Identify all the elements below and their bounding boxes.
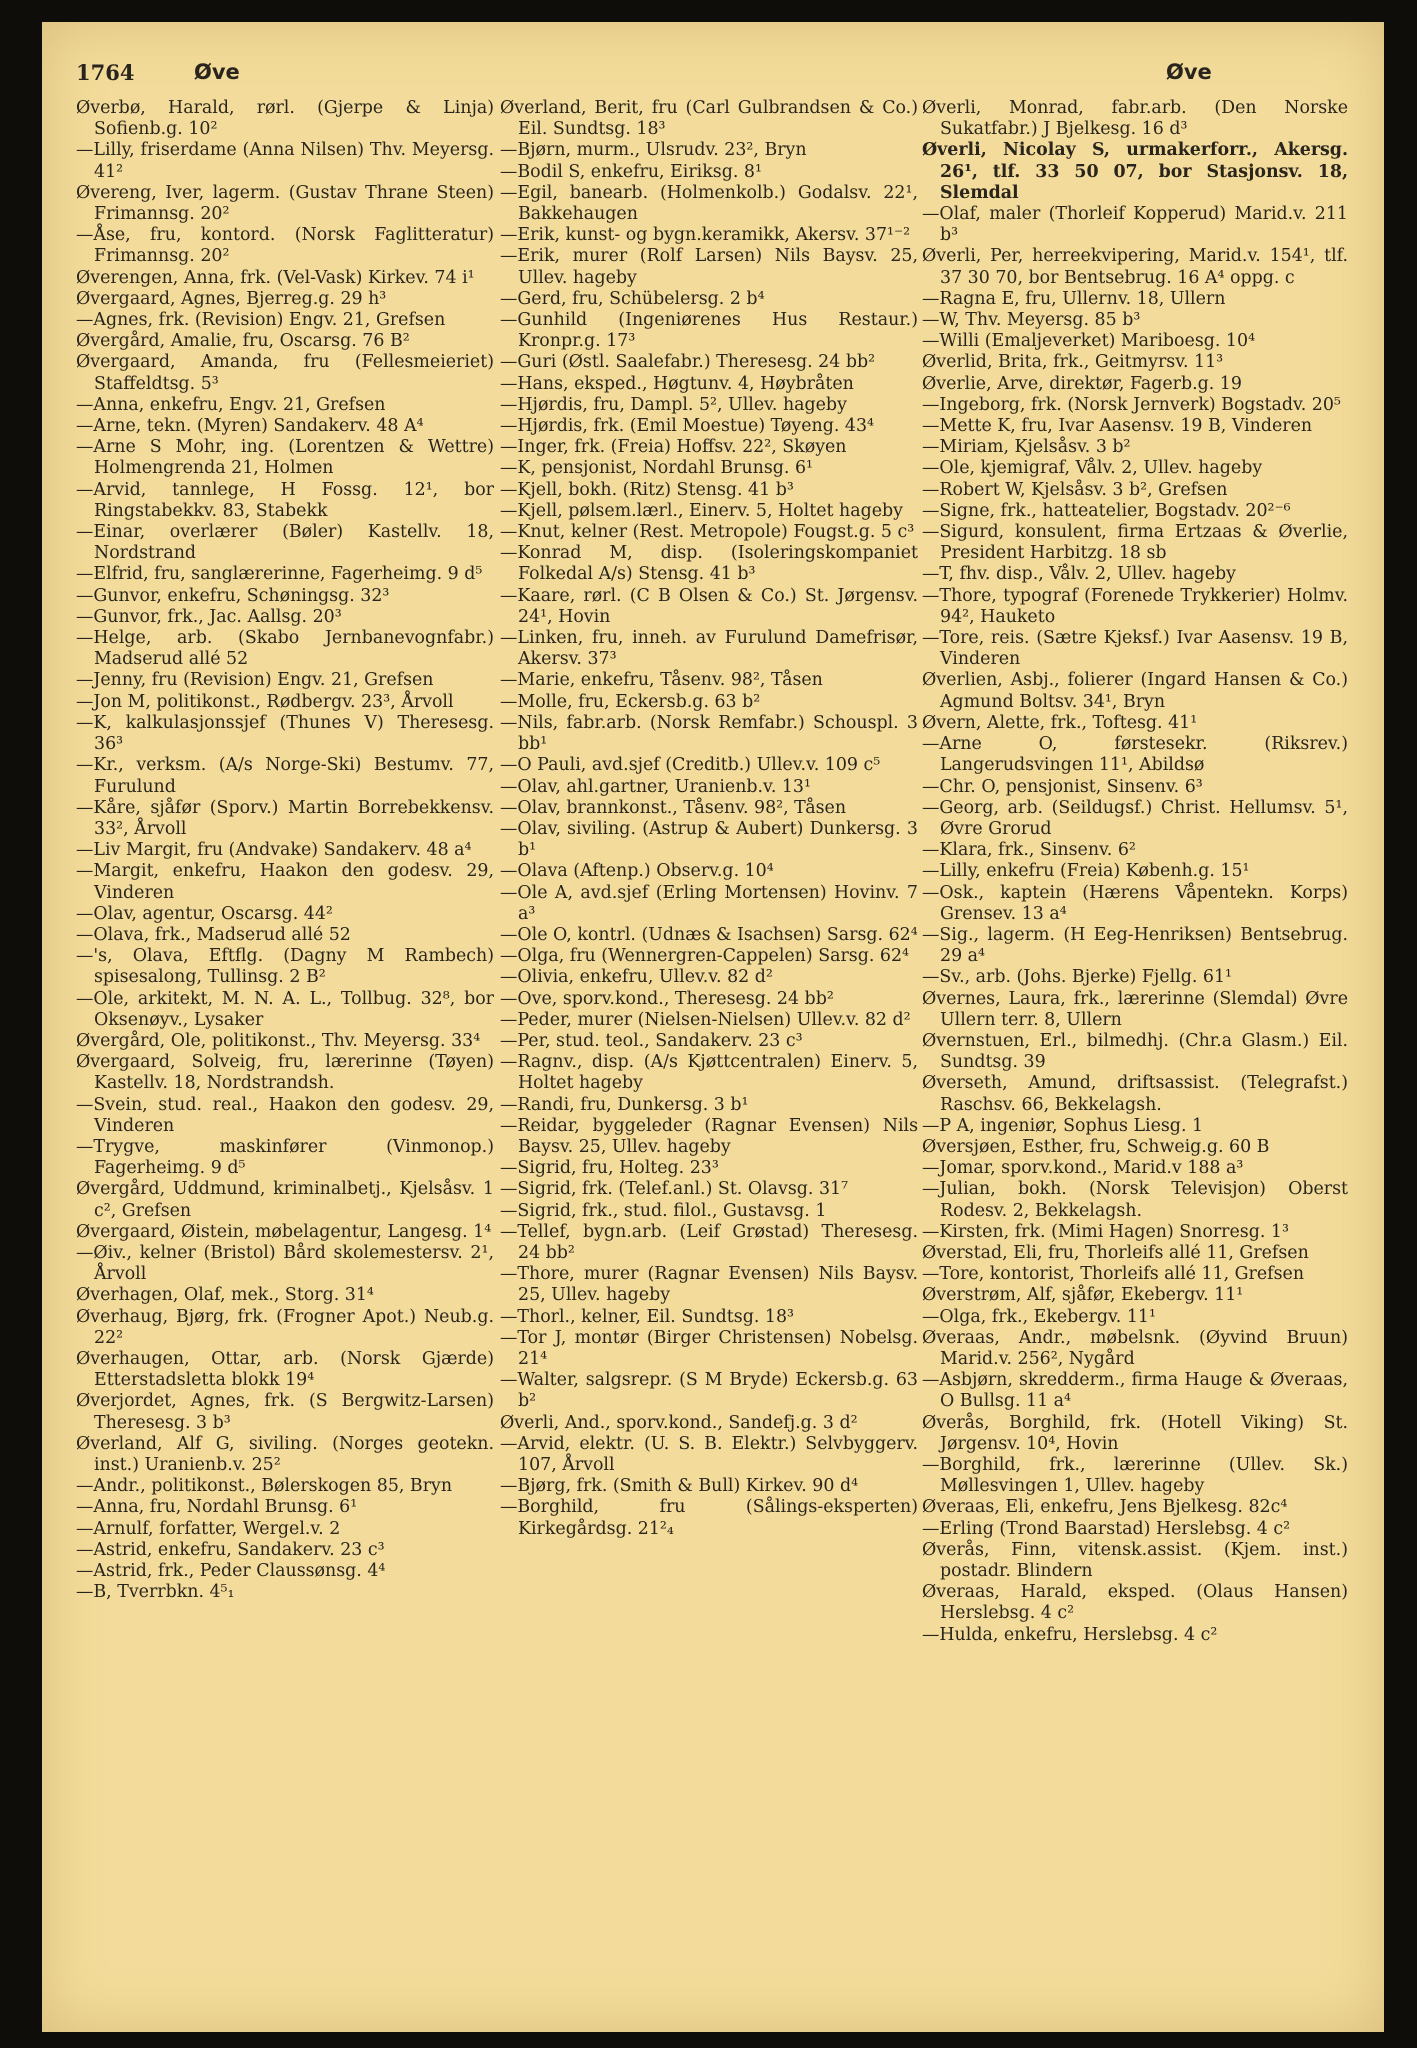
directory-entry: —Bodil S, enkefru, Eiriksg. 8¹ bbox=[500, 161, 762, 182]
directory-entry: —Tore, reis. (Sætre Kjeksf.) Ivar Aasensv. 19 B, Vinderen bbox=[922, 628, 1348, 670]
directory-entry: —Jenny, fru (Revision) Engv. 21, Grefsen bbox=[76, 670, 434, 691]
directory-entry: Øverbø, Harald, rørl. (Gjerpe & Linja) Sofienb.g. 10² bbox=[76, 98, 494, 140]
directory-entry: —Helge, arb. (Skabo Jernbanevognfabr.) Madserud allé 52 bbox=[76, 628, 494, 670]
directory-entry: Øverli, And., sporv.kond., Sandefj.g. 3 d² bbox=[500, 1412, 858, 1433]
directory-entry: —Olaf, maler (Thorleif Kopperud) Marid.v. 211 b³ bbox=[922, 204, 1348, 246]
directory-entry: Øverseth, Amund, driftsassist. (Telegrafst.) Raschsv. 66, Bekkelagsh. bbox=[922, 1073, 1348, 1115]
directory-entry: —Øiv., kelner (Bristol) Bård skolemestersv. 2¹, Årvoll bbox=[76, 1242, 494, 1285]
directory-entry: Øvergaard, Amanda, fru (Fellesmeieriet) Staffeldtsg. 5³ bbox=[76, 352, 494, 394]
directory-entry: —Kåre, sjåfør (Sporv.) Martin Borrebekkensv. 33², Årvoll bbox=[76, 797, 494, 839]
directory-entry: Øverli, Per, herreekvipering, Marid.v. 154¹, tlf. 37 30 70, bor Bentsebrug. 16 A⁴ oppg. c bbox=[922, 246, 1348, 288]
directory-entry: —Gunvor, enkefru, Schøningsg. 32³ bbox=[76, 585, 390, 606]
page-number: 1764 bbox=[76, 60, 135, 85]
directory-entry: —Julian, bokh. (Norsk Televisjon) Oberst Rodesv. 2, Bekkelagsh. bbox=[922, 1179, 1348, 1221]
directory-entry: Øvergaard, Solveig, fru, lærerinne (Tøyen) Kastellv. 18, Nordstrandsh. bbox=[76, 1052, 494, 1094]
directory-entry: —Anna, fru, Nordahl Brunsg. 6¹ bbox=[76, 1497, 358, 1518]
directory-entry: —Ove, sporv.kond., Theresesg. 24 bb² bbox=[500, 988, 834, 1009]
directory-entry: —Einar, overlærer (Bøler) Kastellv. 18, Nordstrand bbox=[76, 522, 494, 564]
directory-entry: —Ole O, kontrl. (Udnæs & Isachsen) Sarsg. 62⁴ bbox=[500, 924, 918, 945]
directory-entry: —Arne O, førstesekr. (Riksrev.) Langerudsvingen 11¹, Abildsø bbox=[922, 734, 1348, 776]
directory-entry: Øverlien, Asbj., folierer (Ingard Hansen & Co.) Agmund Boltsv. 34¹, Bryn bbox=[922, 670, 1348, 712]
directory-entry: Øvergård, Amalie, fru, Oscarsg. 76 B² bbox=[76, 331, 410, 352]
directory-entry: Øvergaard, Øistein, møbelagentur, Langesg. 1⁴ bbox=[76, 1221, 492, 1242]
directory-entry: —Chr. O, pensjonist, Sinsenv. 6³ bbox=[922, 776, 1203, 797]
directory-entry: —Mette K, fru, Ivar Aasensv. 19 B, Vinderen bbox=[922, 416, 1313, 437]
directory-entry: Øverland, Alf G, siviling. (Norges geotekn. inst.) Uranienb.v. 25² bbox=[76, 1433, 494, 1475]
column-3 bbox=[922, 98, 1348, 2012]
directory-entry: Øvergård, Uddmund, kriminalbetj., Kjelsåsv. 1 c², Grefsen bbox=[76, 1179, 494, 1221]
directory-entry: —Andr., politikonst., Bølerskogen 85, Bryn bbox=[76, 1476, 453, 1497]
directory-entry: —Astrid, frk., Peder Claussønsg. 4⁴ bbox=[76, 1561, 386, 1582]
directory-entry: —Kirsten, frk. (Mimi Hagen) Snorresg. 1³ bbox=[922, 1221, 1289, 1242]
directory-entry: —Hjørdis, frk. (Emil Moestue) Tøyeng. 43⁴ bbox=[500, 416, 874, 437]
directory-entry: —Olav, brannkonst., Tåsenv. 98², Tåsen bbox=[500, 797, 847, 818]
directory-entry: —Marie, enkefru, Tåsenv. 98², Tåsen bbox=[500, 670, 823, 691]
directory-entry: —Ole, kjemigraf, Vålv. 2, Ullev. hageby bbox=[922, 458, 1263, 479]
directory-entry: Øverlid, Brita, frk., Geitmyrsv. 11³ bbox=[922, 352, 1224, 373]
directory-entry: —Knut, kelner (Rest. Metropole) Fougst.g. 5 c³ bbox=[500, 522, 915, 543]
directory-entry: Øverli, Monrad, fabr.arb. (Den Norske Sukatfabr.) J Bjelkesg. 16 d³ bbox=[922, 98, 1348, 140]
directory-entry: Øvern, Alette, frk., Toftesg. 41¹ bbox=[922, 712, 1198, 733]
directory-entry: —Peder, murer (Nielsen-Nielsen) Ullev.v. 82 d² bbox=[500, 1009, 911, 1030]
directory-entry: Øvereng, Iver, lagerm. (Gustav Thrane Steen) Frimannsg. 20² bbox=[76, 182, 494, 225]
directory-entry: —Kr., verksm. (A/s Norge-Ski) Bestumv. 77, Furulund bbox=[76, 755, 494, 797]
directory-entry: —K, pensjonist, Nordahl Brunsg. 6¹ bbox=[500, 458, 814, 479]
directory-entry: —Olav, ahl.gartner, Uranienb.v. 13¹ bbox=[500, 776, 811, 797]
directory-entry: —Sv., arb. (Johs. Bjerke) Fjellg. 61¹ bbox=[922, 967, 1233, 988]
directory-entry: —Sigrid, fru, Holteg. 23³ bbox=[500, 1158, 719, 1179]
directory-entry: Øvernes, Laura, frk., lærerinne (Slemdal) Øvre Ullern terr. 8, Ullern bbox=[922, 988, 1348, 1030]
directory-entry: —Bjørn, murm., Ulsrudv. 23², Bryn bbox=[500, 140, 807, 161]
left-running-head: Øve bbox=[194, 60, 240, 84]
directory-entry: —Ingeborg, frk. (Norsk Jernverk) Bogstadv. 20⁵ bbox=[922, 394, 1341, 415]
directory-entry: —Trygve, maskinfører (Vinmonop.) Fagerheimg. 9 d⁵ bbox=[76, 1136, 494, 1179]
directory-entry: —Gunvor, frk., Jac. Aallsg. 20³ bbox=[76, 606, 342, 627]
directory-entry: Øvergård, Ole, politikonst., Thv. Meyersg. 33⁴ bbox=[76, 1030, 481, 1051]
directory-entry: —Willi (Emaljeverket) Mariboesg. 10⁴ bbox=[922, 331, 1256, 352]
directory-entry: —Robert W, Kjelsåsv. 3 b², Grefsen bbox=[922, 479, 1228, 500]
directory-entry: —Randi, fru, Dunkersg. 3 b¹ bbox=[500, 1094, 749, 1115]
directory-entry: Øveraas, Andr., møbelsnk. (Øyvind Bruun) Marid.v. 256², Nygård bbox=[922, 1327, 1348, 1369]
directory-entry: Øvergaard, Agnes, Bjerreg.g. 29 h³ bbox=[76, 288, 387, 309]
directory-entry: —Ragnv., disp. (A/s Kjøttcentralen) Einerv. 5, Holtet hageby bbox=[500, 1052, 918, 1094]
directory-entry: —Erik, murer (Rolf Larsen) Nils Baysv. 25, Ullev. hageby bbox=[500, 246, 918, 288]
directory-entry: Øverengen, Anna, frk. (Vel-Vask) Kirkev. 74 i¹ bbox=[76, 267, 475, 288]
directory-entry: —Konrad M, disp. (Isoleringskompaniet Folkedal A/s) Stensg. 41 b³ bbox=[500, 543, 918, 585]
directory-entry: Øverhaug, Bjørg, frk. (Frogner Apot.) Neub.g. 22² bbox=[76, 1306, 494, 1348]
directory-entry: —Arne, tekn. (Myren) Sandakerv. 48 A⁴ bbox=[76, 416, 424, 437]
directory-entry: Øversjøen, Esther, fru, Schweig.g. 60 B bbox=[922, 1136, 1270, 1157]
directory-entry: Øverås, Finn, vitensk.assist. (Kjem. inst.) postadr. Blindern bbox=[922, 1539, 1348, 1582]
directory-entry: —Lilly, friserdame (Anna Nilsen) Thv. Meyersg. 41² bbox=[76, 140, 494, 182]
directory-entry: —Thore, murer (Ragnar Evensen) Nils Baysv. 25, Ullev. hageby bbox=[500, 1264, 918, 1306]
directory-entry: —Erling (Trond Baarstad) Herslebsg. 4 c² bbox=[922, 1518, 1291, 1539]
directory-entry: —Osk., kaptein (Hærens Våpentekn. Korps) Grensev. 13 a⁴ bbox=[922, 882, 1348, 924]
directory-entry: —Arnulf, forfatter, Wergel.v. 2 bbox=[76, 1518, 341, 1539]
directory-entry: —Ole, arkitekt, M. N. A. L., Tollbug. 32⁸, bor Oksenøyv., Lysaker bbox=[76, 988, 494, 1030]
directory-entry: —Jomar, sporv.kond., Marid.v 188 a³ bbox=[922, 1158, 1244, 1179]
directory-entry: —Hjørdis, fru, Dampl. 5², Ullev. hageby bbox=[500, 394, 847, 415]
directory-entry: Øveraas, Eli, enkefru, Jens Bjelkesg. 82c⁴ bbox=[922, 1497, 1288, 1518]
directory-entry: —Jon M, politikonst., Rødbergv. 23³, Årvoll bbox=[76, 691, 454, 712]
directory-entry: —Miriam, Kjelsåsv. 3 b² bbox=[922, 437, 1131, 458]
directory-entry: Øverhagen, Olaf, mek., Storg. 31⁴ bbox=[76, 1285, 374, 1306]
directory-entry: Øverstrøm, Alf, sjåfør, Ekebergv. 11¹ bbox=[922, 1285, 1244, 1306]
directory-entry: —Borghild, frk., lærerinne (Ullev. Sk.) Møllesvingen 1, Ullev. hageby bbox=[922, 1455, 1348, 1497]
directory-entry: —Hans, eksped., Høgtunv. 4, Høybråten bbox=[500, 373, 854, 394]
directory-entry: —B, Tverrbkn. 4⁵₁ bbox=[76, 1582, 235, 1603]
directory-entry: —Kjell, bokh. (Ritz) Stensg. 41 b³ bbox=[500, 479, 794, 500]
directory-page bbox=[42, 22, 1384, 2032]
directory-entry: —Erik, kunst- og bygn.keramikk, Akersv. 37¹⁻² bbox=[500, 225, 911, 246]
directory-entry: Øverland, Berit, fru (Carl Gulbrandsen & Co.) Eil. Sundtsg. 18³ bbox=[500, 98, 918, 140]
directory-entry: Øverhaugen, Ottar, arb. (Norsk Gjærde) Etterstadsletta blokk 19⁴ bbox=[76, 1348, 494, 1391]
directory-entry: —Asbjørn, skredderm., firma Hauge & Øveraas, O Bullsg. 11 a⁴ bbox=[922, 1370, 1348, 1412]
directory-entry: —Astrid, enkefru, Sandakerv. 23 c³ bbox=[76, 1539, 385, 1560]
directory-entry: —Walter, salgsrepr. (S M Bryde) Eckersb.g. 63 b² bbox=[500, 1370, 918, 1412]
directory-entry: —Bjørg, frk. (Smith & Bull) Kirkev. 90 d⁴ bbox=[500, 1476, 859, 1497]
directory-entry: —Guri (Østl. Saalefabr.) Theresesg. 24 bb² bbox=[500, 352, 876, 373]
directory-entry: —Inger, frk. (Freia) Hoffsv. 22², Skøyen bbox=[500, 437, 847, 458]
directory-entry: —Margit, enkefru, Haakon den godesv. 29, Vinderen bbox=[76, 861, 494, 903]
directory-entry: —Signe, frk., hatteatelier, Bogstadv. 20²⁻⁶ bbox=[922, 500, 1291, 521]
directory-entry: —Elfrid, fru, sanglærerinne, Fagerheimg. 9 d⁵ bbox=[76, 564, 483, 585]
directory-entry: —Reidar, byggeleder (Ragnar Evensen) Nils Baysv. 25, Ullev. hageby bbox=[500, 1115, 918, 1157]
directory-entry: —Olav, agentur, Oscarsg. 44² bbox=[76, 903, 333, 924]
directory-entry: —Olava (Aftenp.) Observ.g. 10⁴ bbox=[500, 861, 774, 882]
directory-entry: —Gunhild (Ingeniørenes Hus Restaur.) Kronpr.g. 17³ bbox=[500, 310, 918, 352]
directory-entry: —Gerd, fru, Schübelersg. 2 b⁴ bbox=[500, 288, 765, 309]
page-header bbox=[76, 60, 1344, 94]
directory-entry: —Tellef, bygn.arb. (Leif Grøstad) Theresesg. 24 bb² bbox=[500, 1221, 918, 1263]
directory-entry: —Olga, frk., Ekebergv. 11¹ bbox=[922, 1306, 1156, 1327]
directory-entry: —Olava, frk., Madserud allé 52 bbox=[76, 924, 351, 945]
directory-entry: —Thorl., kelner, Eil. Sundtsg. 18³ bbox=[500, 1306, 794, 1327]
directory-entry: —Arvid, elektr. (U. S. B. Elektr.) Selvbyggerv. 107, Årvoll bbox=[500, 1433, 918, 1475]
directory-entry: —Svein, stud. real., Haakon den godesv. 29, Vinderen bbox=[76, 1094, 494, 1136]
directory-entry: —Nils, fabr.arb. (Norsk Remfabr.) Schouspl. 3 bb¹ bbox=[500, 712, 918, 755]
directory-entry: —Borghild, fru (Sålings-eksperten) Kirkegårdsg. 21²₄ bbox=[500, 1497, 918, 1539]
directory-entry: —Anna, enkefru, Engv. 21, Grefsen bbox=[76, 394, 386, 415]
directory-entry: —Kaare, rørl. (C B Olsen & Co.) St. Jørgensv. 24¹, Hovin bbox=[500, 585, 918, 627]
directory-entry: Øverstad, Eli, fru, Thorleifs allé 11, Grefsen bbox=[922, 1242, 1309, 1263]
right-running-head: Øve bbox=[1166, 60, 1212, 84]
directory-entry: —Thore, typograf (Forenede Trykkerier) Holmv. 94², Hauketo bbox=[922, 585, 1348, 627]
directory-entry: —K, kalkulasjonssjef (Thunes V) Theresesg. 36³ bbox=[76, 712, 494, 755]
directory-entry: Øveraas, Harald, eksped. (Olaus Hansen) Herslebsg. 4 c² bbox=[922, 1582, 1348, 1624]
directory-entry: Øverli, Nicolay S, urmakerforr., Akersg. 26¹, tlf. 33 50 07, bor Stasjonsv. 18, Slemdal bbox=[922, 140, 1348, 203]
directory-entry: —Molle, fru, Eckersb.g. 63 b² bbox=[500, 691, 761, 712]
directory-entry: Øvernstuen, Erl., bilmedhj. (Chr.a Glasm.) Eil. Sundtsg. 39 bbox=[922, 1030, 1348, 1073]
directory-entry: —Egil, banearb. (Holmenkolb.) Godalsv. 22¹, Bakkehaugen bbox=[500, 182, 918, 225]
directory-entry: —T, fhv. disp., Vålv. 2, Ullev. hageby bbox=[922, 564, 1236, 585]
directory-entry: —Olga, fru (Wennergren-Cappelen) Sarsg. 62⁴ bbox=[500, 946, 910, 967]
directory-entry: —Sigrid, frk. (Telef.anl.) St. Olavsg. 31⁷ bbox=[500, 1179, 849, 1200]
directory-entry: —Tor J, montør (Birger Christensen) Nobelsg. 21⁴ bbox=[500, 1327, 918, 1369]
directory-entry: —Georg, arb. (Seildugsf.) Christ. Hellumsv. 5¹, Øvre Grorud bbox=[922, 797, 1348, 839]
directory-entry: —Klara, frk., Sinsenv. 6² bbox=[922, 840, 1136, 861]
directory-entry: —Arne S Mohr, ing. (Lorentzen & Wettre) Holmengrenda 21, Holmen bbox=[76, 437, 494, 479]
directory-entry: —Ole A, avd.sjef (Erling Mortensen) Hovinv. 7 a³ bbox=[500, 882, 918, 924]
directory-entry: —Olav, siviling. (Astrup & Aubert) Dunkersg. 3 b¹ bbox=[500, 818, 918, 861]
column-1 bbox=[76, 98, 494, 2012]
directory-entry: —Per, stud. teol., Sandakerv. 23 c³ bbox=[500, 1030, 803, 1051]
directory-entry: —Liv Margit, fru (Andvake) Sandakerv. 48 a⁴ bbox=[76, 840, 472, 861]
directory-entry: —Olivia, enkefru, Ullev.v. 82 d² bbox=[500, 967, 773, 988]
directory-entry: —Sigurd, konsulent, firma Ertzaas & Øverlie, President Harbitzg. 18 sb bbox=[922, 522, 1348, 564]
directory-entry: —Kjell, pølsem.lærl., Einerv. 5, Holtet hageby bbox=[500, 500, 903, 521]
directory-entry: —Sigrid, frk., stud. filol., Gustavsg. 1 bbox=[500, 1200, 827, 1221]
directory-entry: —Arvid, tannlege, H Fossg. 12¹, bor Ringstabekkv. 83, Stabekk bbox=[76, 479, 494, 521]
directory-entry: —'s, Olava, Eftflg. (Dagny M Rambech) spisesalong, Tullinsg. 2 B² bbox=[76, 946, 494, 988]
directory-entry: —Åse, fru, kontord. (Norsk Faglitteratur) Frimannsg. 20² bbox=[76, 225, 494, 267]
directory-entry: —Tore, kontorist, Thorleifs allé 11, Grefsen bbox=[922, 1264, 1305, 1285]
directory-entry: —Sig., lagerm. (H Eeg-Henriksen) Bentsebrug. 29 a⁴ bbox=[922, 924, 1348, 967]
directory-entry: Øverås, Borghild, frk. (Hotell Viking) St. Jørgensv. 10⁴, Hovin bbox=[922, 1412, 1348, 1454]
directory-entry: —Agnes, frk. (Revision) Engv. 21, Grefsen bbox=[76, 310, 446, 331]
directory-entry: Øverlie, Arve, direktør, Fagerb.g. 19 bbox=[922, 373, 1242, 394]
directory-entry: —Ragna E, fru, Ullernv. 18, Ullern bbox=[922, 288, 1226, 309]
directory-entry: —Hulda, enkefru, Herslebsg. 4 c² bbox=[922, 1624, 1218, 1645]
directory-entry: —Lilly, enkefru (Freia) Københ.g. 15¹ bbox=[922, 861, 1250, 882]
directory-entry: —P A, ingeniør, Sophus Liesg. 1 bbox=[922, 1115, 1204, 1136]
directory-entry: —O Pauli, avd.sjef (Creditb.) Ullev.v. 109 c⁵ bbox=[500, 755, 881, 776]
column-2 bbox=[500, 98, 918, 2012]
directory-entry: Øverjordet, Agnes, frk. (S Bergwitz-Larsen) Theresesg. 3 b³ bbox=[76, 1391, 494, 1433]
directory-columns bbox=[42, 98, 1384, 2012]
directory-entry: —Linken, fru, inneh. av Furulund Damefrisør, Akersv. 37³ bbox=[500, 628, 918, 670]
directory-entry: —W, Thv. Meyersg. 85 b³ bbox=[922, 310, 1141, 331]
